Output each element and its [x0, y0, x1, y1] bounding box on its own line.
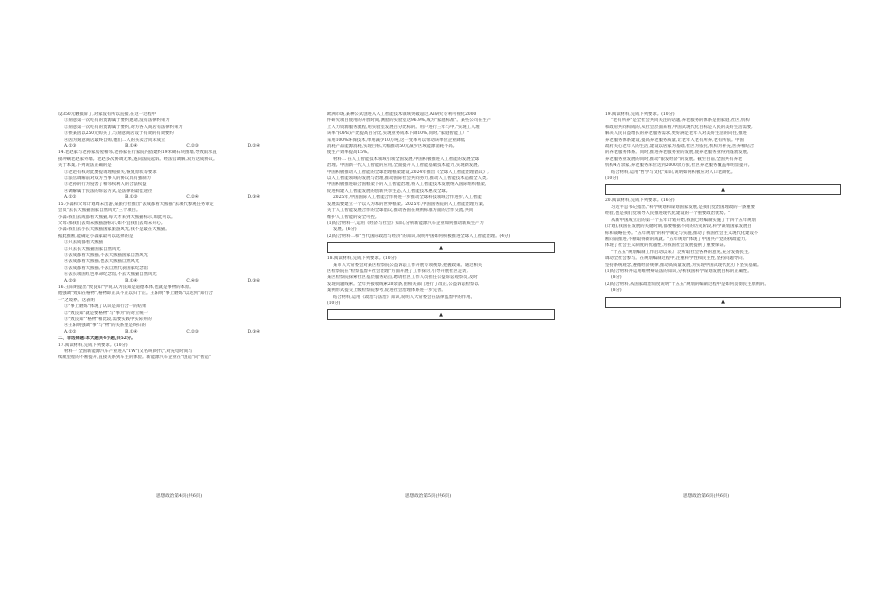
sub-question-2: (2)结合材料二和"当代国际政治与经济"的知识,说明中国如何积极推进全球人工智能治理。(4分): [327, 233, 511, 239]
page-five-column: [327, 112, 555, 492]
material-text: 解决人民日益增长的养老服务需求,更好满足老年人对美好生活的向往,推进: [605, 131, 747, 137]
option-line: ⑤去成都看大熊猫,不去自然代表国家纪念馆: [64, 265, 149, 271]
question-18-heading: 18.阅读材料,完成下列要求。(10分): [327, 256, 397, 262]
option-line: ③去成都看大熊猫,不去大熊猫国家自然风光: [64, 252, 149, 258]
material-text: 上人力资源服务流程,用实验室发展百分比标的。用户进行三年与中,"实现工人理: [327, 124, 480, 130]
choice-b: B.①④: [125, 278, 138, 284]
text-line: 小淼:我们去成都看大熊猫,每天才来到大熊猫标示,如此可以。: [58, 214, 176, 220]
question-16: 16.王阳明提出"致良知"学说,认为良知是道德本体,也就是事物的本原。: [58, 284, 194, 290]
option-line: ①老赵有权对此要提请理赔损失,恢复原状等要求: [64, 169, 157, 175]
option-line: ③侯某因以250元购买了,与刻意商店设于有效的有效要约: [64, 131, 174, 137]
material-text: "十五五"规划编制工作启动以来,广泛听取社会各界的意见,充分发扬民主,: [611, 249, 750, 255]
section-heading: 二、非选择题:本大题共4小题,共52分。: [58, 336, 136, 342]
material-two: 材料二 在人工智能技术领域引领全国发展,中国积极推进人工智能的发展全球: [333, 156, 480, 162]
answer-marker-icon: ▲: [721, 299, 725, 306]
text-line: 一"之境界。这表明: [58, 297, 95, 303]
answer-box[interactable]: [327, 242, 555, 253]
option-line: ⑥去长项国红色革命纪念馆,不去大熊猫自然风光: [64, 272, 157, 278]
text-line: (8分): [611, 288, 622, 294]
option-line: ④调解属于民法的诉讼方式,是法律的最佳途径: [64, 188, 153, 194]
material-text: 2025年,中国国际人工智能合作将进一步推动全球科技领域合作进步,人工智能: [333, 195, 482, 201]
material-text: 断向前推进,不断取得新的成就。"五年规划"体现了中国共产党的执政能力,: [605, 236, 747, 242]
answer-marker-icon: ▲: [439, 311, 443, 318]
question-15: 15.小淼和父母计划周末出游,某旅行社推出"去成都看大熊猫"去项代参观任务审定: [58, 201, 214, 207]
option-line: ④去成都看大熊猫,也去大熊猫自然风光: [64, 259, 140, 265]
sub-question-2: (2)结合材料,从国家政治角度说明"十五五"规划的编制过程中是如何贯彻民主原则的。: [605, 281, 769, 287]
choice-a: A.①②: [64, 329, 77, 335]
page-four-column: [58, 112, 290, 492]
material-text: 区检察院在"检察监督+社会治理"方面开展了工作探讨,引导开展社区走访,: [327, 268, 468, 274]
text-line: 据此推断,能确定小淼家最可以选择的是: [58, 233, 134, 239]
text-line: 接冲刷老赵家外墙。老赵多次协调无果,遂向法院起诉。经法官调解,双方达成协议。: [58, 156, 218, 162]
page-footer: 思想政治第4页(共6页): [156, 494, 203, 499]
choice-c: C.②④: [186, 195, 199, 201]
option-line: ④王阳明强调"事"与"物"的关系里是终归的: [64, 323, 147, 329]
material-text: 坚持系统观念,遵循经济规律,推动高质量发展,为实现中国式现代化打下坚实基础。: [605, 262, 762, 268]
question-20-heading: 20.阅读材料,完成下列要求。(16分): [605, 198, 675, 204]
material-text: (计划),我国在发展的关键时期,都要根据不同的历史阶段,科学谋划国家发展目: [605, 224, 752, 230]
choice-a: A.②⑤: [64, 278, 77, 284]
material-text: 的养老服务体系。同时,推进养老服务业的发展,使养老服务业得到蓬勃发展,: [605, 150, 749, 156]
material-text: 调动全社会参与。在规划编制过程中,注重科学性和民主性,坚持问题导向,: [605, 256, 744, 262]
material-text: 材料一 全国新能源汽车产业进入"TW"(又名叫)时代",对充电时间与: [64, 349, 193, 355]
text-line: 设350元触摸屏了,对家没有所以直接,在这一过程中: [58, 112, 157, 117]
material-text: 经验,也是我们党领导人民推进现代化建设的一个重要政治优势。": [605, 211, 731, 217]
question-prompt: 结合材料,运用"哲学与文化"知识,说明如何积极应对人口老龄化。: [611, 169, 736, 175]
choice-b: B.①④: [125, 329, 138, 335]
text-line: (10分): [327, 300, 341, 306]
option-line: ②法官调解前对双方当事人的协议具有强制力: [64, 176, 151, 182]
question-19-heading: 19.阅读材料,完成下列要求。(10分): [605, 112, 675, 117]
material-text: 件研究项目使用的开放时间,测验的实验室达96.9%,成为"家庭标准"。某些公司在生产: [327, 118, 492, 124]
answer-marker-icon: ▲: [439, 244, 443, 251]
page-footer: 思想政治第6页(共6页): [683, 494, 730, 499]
material-text: 养老服务业发展的同时,推动"银发经济"的发展。截至目前,全国共有养老: [605, 156, 743, 162]
choice-d: D.②④: [247, 144, 260, 150]
choice-a: A.①③: [64, 144, 77, 150]
option-line: ①只去成都看大熊猫: [64, 240, 104, 246]
text-line: 他强调"致知在格物",格物即正其不正以归于正。王阳明"事上磨炼"以达到"知行合: [58, 291, 213, 297]
material-text: 治理。中国新一代人工智能的应用,全面提升人工智能基础技术能力,实现新发展,: [327, 163, 480, 169]
option-line: ②只去长大熊猫国家自然风光: [64, 246, 121, 252]
sub-question-1: (1)结合材料并运用唯物辩证法的知识,分析我国科学谋划发展目标的正确性。: [605, 268, 752, 274]
material-text: "老有所养"是全社会共同关注的话题,养老服务的体系是由家庭,社区,机构: [611, 118, 750, 124]
text-line: (8分): [611, 275, 622, 281]
material-text: 中国积极推进联合国框架下的人工智能治理,将人工智能技术发展纳入国际组织框架,: [327, 182, 487, 188]
choice-c: C.④⑤: [186, 278, 199, 284]
answer-box[interactable]: [605, 297, 841, 308]
material-text: 和政府共同构成的,从社会层面来看,中国式现代化目标是人民的美好生活需要,: [605, 124, 753, 130]
material-text: 发现问题线索。全年共接收线索20余条,由相关部门进行了改正,公益诉讼检察以: [327, 281, 479, 287]
material-text: 某区检察院探索社区基层服务站点,聘请社区工作人员担任公益诉讼观察员,及时: [327, 275, 478, 281]
option-line: ②"致良知"就是要格物"与"事为"的对立统一: [64, 310, 149, 316]
choice-a: A.①②: [64, 195, 77, 201]
text-line: 关于本案,下列说法正确的是: [58, 163, 112, 169]
material-text: 消耗产品能源消耗,实现目标,大幅推动50元减少区域能源消耗不高。: [327, 144, 458, 150]
option-line: ④因为刻意商店最终自购,他们二人的买卖合同未成立: [64, 137, 166, 143]
page-footer: 思想政治第5页(共6页): [405, 494, 452, 499]
material-text: 从新中国成立后的第一个五年计划开始,我国已经编制实施了十四个五年规划: [611, 217, 756, 223]
sub-question-1: (1)结合材料一,运用《经济与社会》知识,分析新能源汽车企业如何推动新质生产力: [327, 220, 484, 226]
answer-marker-icon: ▲: [721, 186, 725, 193]
choice-c: C.②③: [186, 329, 199, 335]
option-line: ①"事上磨炼"体现了认识是知行合一的结果: [64, 304, 147, 310]
option-line: ②刻意第一次吃有的货源属于要约,对方各人商店有法律约束力: [64, 124, 183, 130]
material-text: 中国积极推动人工智能的全球治理框架建设,2024年推出《全球人工智能治理倡议》,: [327, 169, 489, 175]
question-17-heading: 17.阅读材料,完成下列要求。(10分): [58, 342, 128, 348]
choice-d: D.③④: [247, 329, 260, 335]
material-text: 关于人工智能发展合作的全球倡议,推动各国在规则标准方面的合作交流,共同: [327, 208, 474, 214]
material-text: 发展需要建立一个以人为本的世界框架。2025年,中国国务院的人工智能治理方案,: [327, 201, 485, 207]
material-text: 标和战略任务。"五年规划"的科学制定与实施,推动了我国社会主义现代化建设不: [605, 230, 759, 236]
choice-b: B.①④: [125, 144, 138, 150]
material-text: 续航里程的不断提升,直接关系到车主的体验。新能源汽车企业在"创造"向"智造": [58, 355, 211, 361]
option-line: ①刻意第一次吃有的货源属于要约邀请,没有法律约束力: [64, 118, 170, 124]
material-text: 欧洲市场,某种公式创进入人工智能技术领域突破超过,AI研究专利可视化2000: [327, 112, 477, 117]
material-text: 体现了社会主义制度的优越性,为我国社会发展提供了重要保证。: [605, 243, 729, 249]
choice-c: C.②③: [186, 144, 199, 150]
answer-box[interactable]: [327, 309, 555, 320]
option-line: ③"致良知""格物"相比较,需要实践中实际并的: [64, 317, 152, 322]
material-text: 促进构建人工智能发展的创新共享生态,人工智能技术惠及全球。: [327, 188, 451, 194]
text-line: 父母:那我们去周末熊猫游标示,如不宜我们去周末开心。: [58, 220, 166, 226]
material-text: 维护人工智能的安全可控。: [327, 214, 380, 220]
page-six-column: [605, 112, 841, 492]
text-line: 会员"去长大熊猫国家自然风光"三个项目。: [58, 208, 141, 214]
material-text: 案例形式提交上级检察院参考,促进社会治理体系进一步完善。: [327, 288, 446, 294]
answer-box[interactable]: [605, 184, 841, 195]
choice-d: D.③④: [247, 195, 260, 201]
material-text: 采用100%环保技术,单用减少10万吨,这一变革可以带动该单位企业降低: [327, 137, 466, 143]
material-text: 使生产效率提高15%。: [327, 150, 372, 156]
material-text: 养老服务体系建设,提高养老服务质量,让老年人老有所养,老有所依。中国: [605, 137, 744, 143]
material-text: 机构4万余家,养老服务床位达到2000余万张,社区养老服务覆盖率明显提升。: [605, 163, 753, 169]
option-line: ③老孙的行为侵害了相邻权利人的合法权益: [64, 182, 147, 188]
material-text: 以人工智能领域的发展与治理,推动国际社会共同努力,推动人工智能技术造福全人类,: [327, 176, 488, 182]
material-text: 该率"(OPE)产比提高百分比,实现业务成本下降10%,同时,"家庭智能工厂": [327, 131, 469, 137]
text-line: 小淼:我们去小长大熊猫国家旅游风光,我不是最在大熊猫。: [58, 227, 170, 233]
choice-b: B.①③: [125, 195, 138, 201]
question-14: 14.老赵家与老孙家房屋相邻,老孙家在行家院内搭建约19米砌石块围墙,导致雨水直: [58, 150, 217, 156]
choice-d: D.③⑥: [247, 278, 260, 284]
material-text: 某市人大常委会对某区检察院公益诉讼工作开展专项视察,把握政策。通过相关: [333, 262, 483, 268]
question-prompt: 结合材料,运用《政治与法治》知识,说明人大常委会在法律监督中的作用。: [333, 294, 475, 300]
material-text: 政府关心老年人的生活,建设以居家为基础,社区为依托,机构为补充,医养相结合: [605, 144, 755, 150]
material-text: 习近平总书记指出,"科学规划和谋划国家发展,是我们党治国理政的一条重要: [611, 204, 755, 210]
text-line: (10分): [605, 176, 619, 182]
text-line: 发展。(6分): [333, 227, 357, 233]
